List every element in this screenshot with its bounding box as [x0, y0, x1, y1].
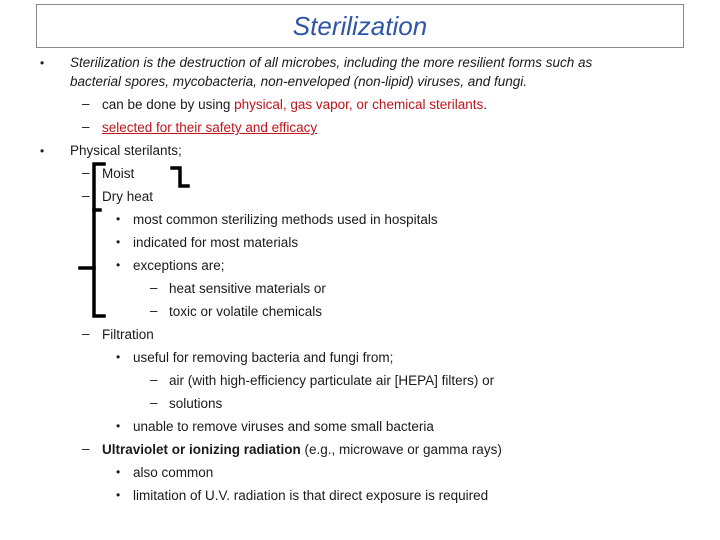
- bullet-icon: •: [116, 488, 121, 502]
- done-suffix: .: [483, 97, 487, 112]
- filtration-sub-1: useful for removing bacteria and fungi from;: [133, 350, 394, 365]
- bullet-icon: •: [116, 212, 121, 226]
- dash-icon: –: [82, 441, 90, 456]
- dash-icon: –: [82, 119, 90, 134]
- bullet-icon: •: [116, 465, 121, 479]
- dash-icon: –: [82, 96, 90, 111]
- filtration-solutions: solutions: [169, 396, 223, 411]
- bracket-outer: [94, 164, 104, 316]
- dry-heat-sub-1: most common sterilizing methods used in hospitals: [133, 212, 438, 227]
- dash-icon: –: [150, 372, 158, 387]
- selected-line: selected for their safety and efficacy: [102, 120, 318, 135]
- dash-icon: –: [82, 188, 90, 203]
- dash-icon: –: [150, 303, 158, 318]
- dry-heat-sub-2: indicated for most materials: [133, 235, 299, 250]
- uv-sub-1: also common: [133, 465, 214, 480]
- uv-bold: Ultraviolet or ionizing radiation: [102, 442, 301, 457]
- exception-2: toxic or volatile chemicals: [169, 304, 323, 319]
- filtration-item: Filtration: [102, 327, 154, 342]
- bullet-icon: •: [116, 350, 121, 364]
- bullet-icon: •: [116, 235, 121, 249]
- done-prefix: can be done by using: [102, 97, 235, 112]
- bullet-icon: •: [116, 419, 121, 433]
- page-title: Sterilization: [292, 10, 428, 41]
- dash-icon: –: [150, 395, 158, 410]
- physical-sterilants: Physical sterilants;: [70, 143, 182, 158]
- filtration-sub-2: unable to remove viruses and some small bacteria: [133, 419, 434, 434]
- dry-heat-sub-3: exceptions are;: [133, 258, 225, 273]
- dash-icon: –: [82, 326, 90, 341]
- bracket-inner: [80, 210, 100, 268]
- dash-icon: –: [82, 165, 90, 180]
- exception-1: heat sensitive materials or: [169, 281, 326, 296]
- uv-sub-2: limitation of U.V. radiation is that direct exposure is required: [133, 488, 489, 503]
- dash-icon: –: [150, 280, 158, 295]
- intro-line-2: bacterial spores, mycobacteria, non-enveloped (non-lipid) viruses, and fungi.: [70, 74, 527, 89]
- dry-heat-item: Dry heat: [102, 189, 154, 204]
- bullet-icon: •: [40, 144, 45, 158]
- moist-item: Moist: [102, 166, 135, 181]
- uv-rest: (e.g., microwave or gamma rays): [300, 442, 502, 457]
- bullet-icon: •: [116, 258, 121, 272]
- bracket-moist-dryheat: [172, 168, 188, 186]
- bullet-icon: •: [40, 56, 45, 70]
- done-highlight: physical, gas vapor, or chemical sterilants: [234, 97, 484, 112]
- filtration-air: air (with high-efficiency particulate air [HEPA] filters) or: [169, 373, 495, 388]
- intro-line-1: Sterilization is the destruction of all microbes, including the more resilient forms such as: [70, 55, 593, 70]
